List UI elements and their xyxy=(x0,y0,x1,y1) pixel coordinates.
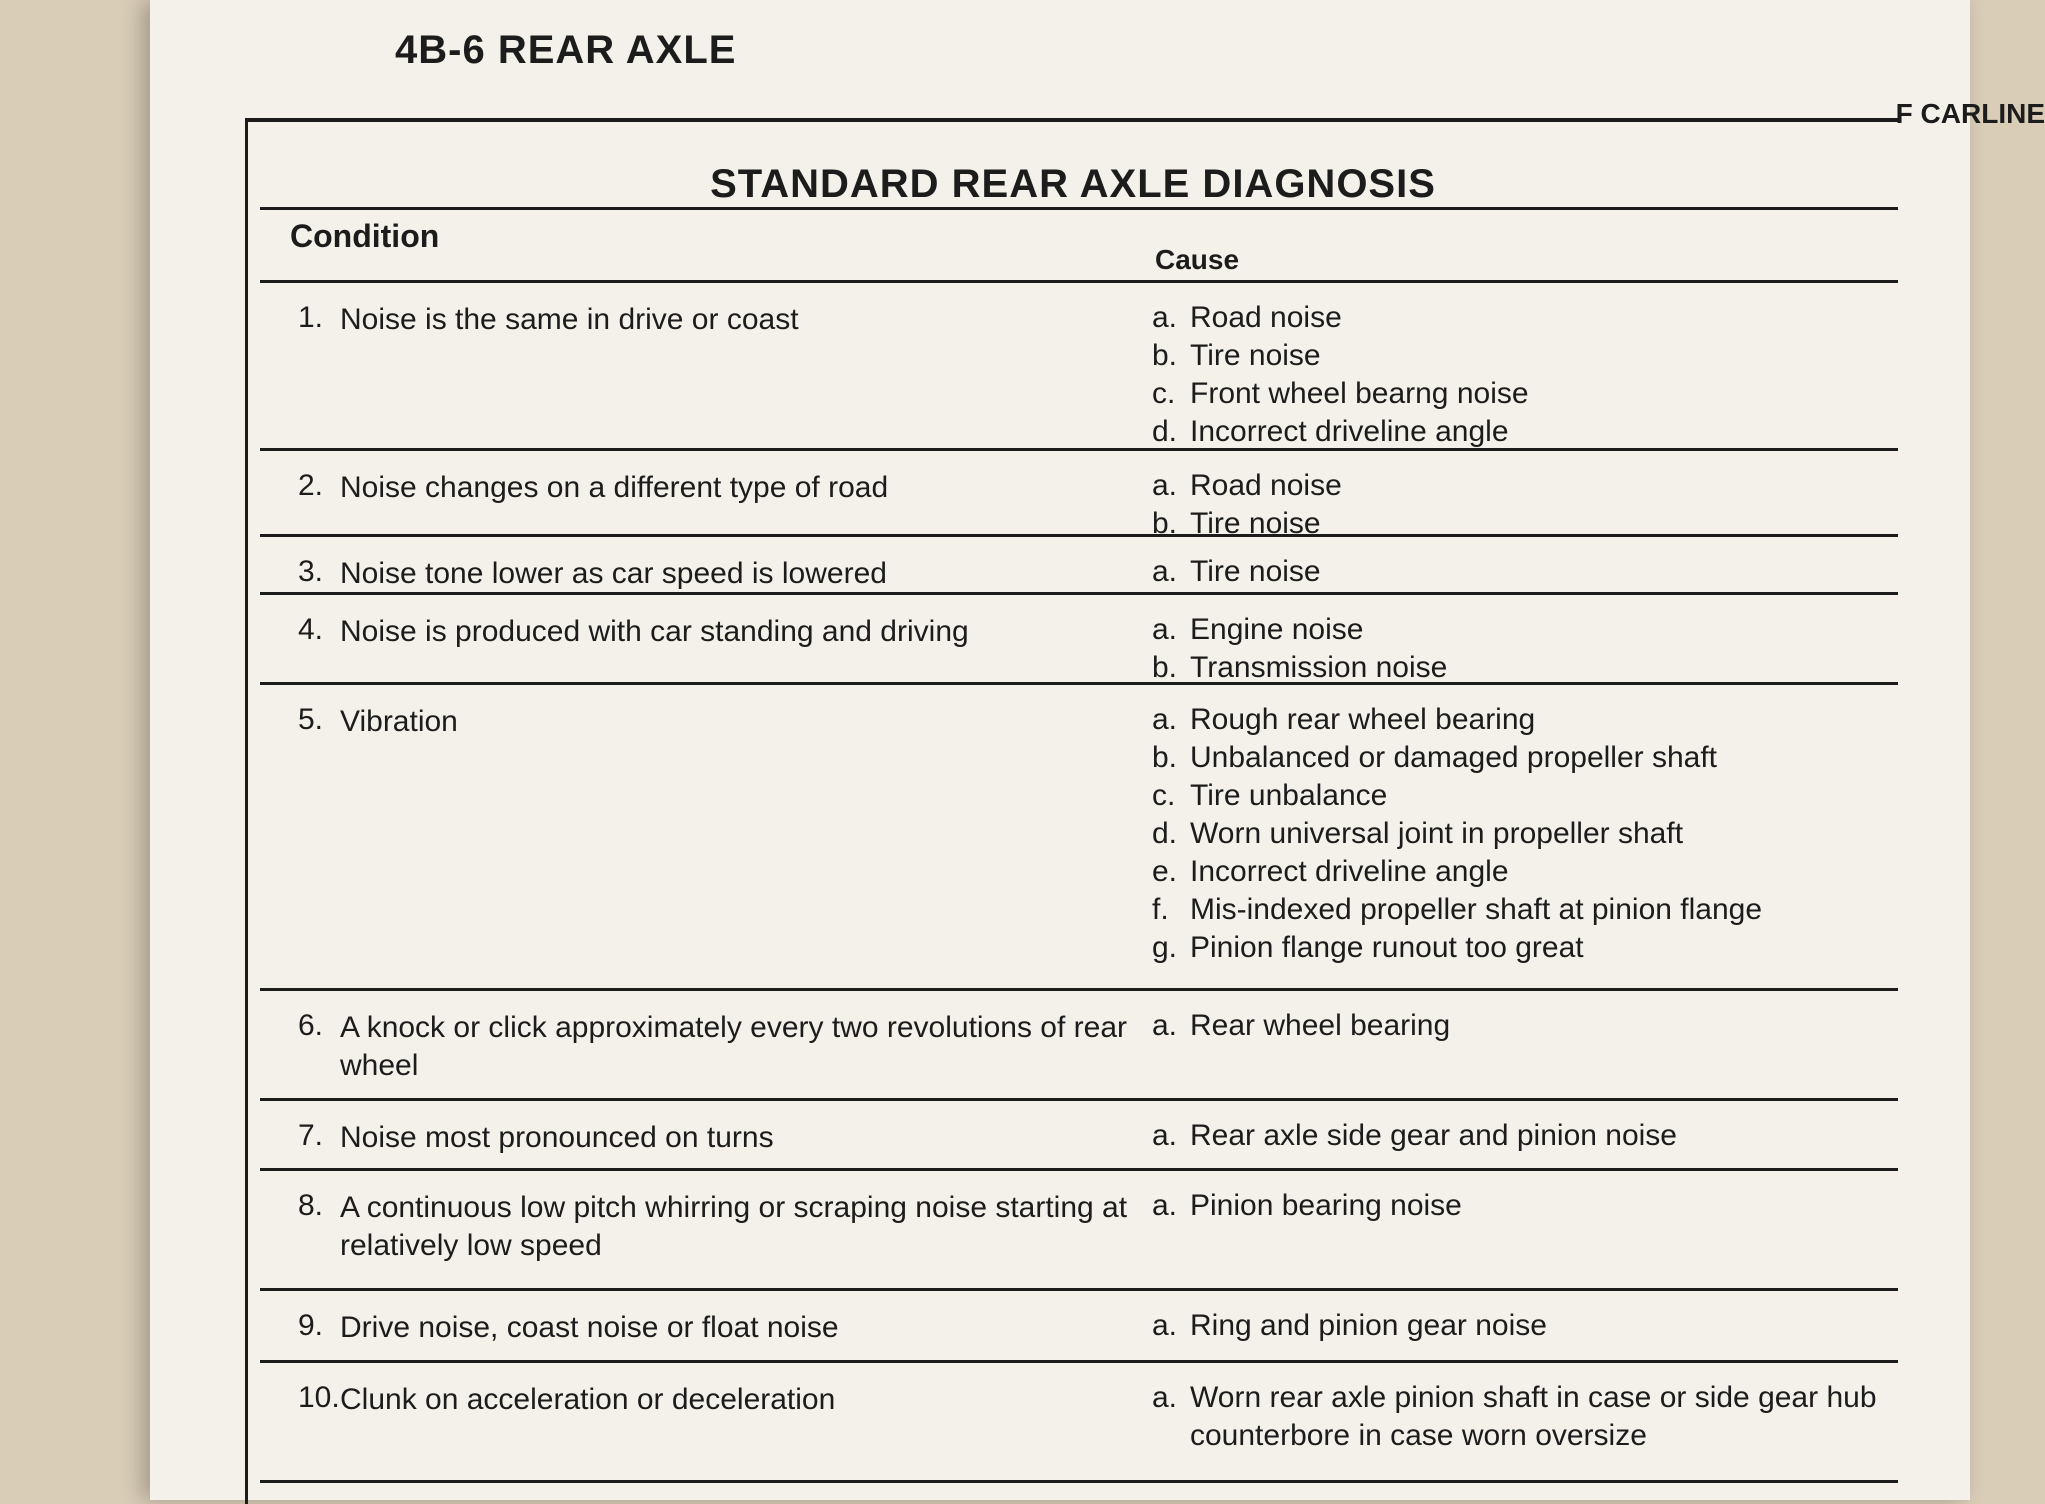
table-row xyxy=(260,537,1898,595)
cause-header: Cause xyxy=(1155,244,1240,275)
cause-letter: d. xyxy=(1152,817,1178,850)
cause-item xyxy=(1152,337,1898,375)
cause-item xyxy=(1152,1117,1898,1155)
cause-text: Pinion bearing noise xyxy=(1190,1189,1462,1222)
condition-number: 5. xyxy=(298,703,324,736)
condition-text: Vibration xyxy=(340,705,458,738)
cause-text: Road noise xyxy=(1190,469,1342,502)
cause-letter: d. xyxy=(1152,415,1178,448)
cause-cell xyxy=(1140,1171,1898,1288)
section-title: 4B-6 REAR AXLE xyxy=(395,28,737,72)
cause-item xyxy=(1152,891,1898,929)
cause-item xyxy=(1152,467,1898,505)
condition-cell xyxy=(260,1363,1140,1480)
condition-text: Noise tone lower as car speed is lowered xyxy=(340,557,887,590)
cause-letter: a. xyxy=(1152,469,1178,502)
cause-item xyxy=(1152,413,1898,451)
condition-number: 1. xyxy=(298,301,324,334)
condition-text: A knock or click approximately every two revolutions of rear wheel xyxy=(340,1011,1127,1082)
cause-text: Incorrect driveline angle xyxy=(1190,415,1509,448)
cause-cell xyxy=(1140,685,1898,988)
cause-text: Tire noise xyxy=(1190,507,1321,540)
condition-text: Drive noise, coast noise or float noise xyxy=(340,1311,839,1344)
condition-number: 4. xyxy=(298,613,324,646)
condition-cell xyxy=(260,1291,1140,1360)
cause-text: Front wheel bearng noise xyxy=(1190,377,1529,410)
cause-letter: e. xyxy=(1152,855,1178,888)
cause-item xyxy=(1152,649,1898,687)
cause-item xyxy=(1152,701,1898,739)
condition-number: 10. xyxy=(298,1381,340,1414)
cause-letter: b. xyxy=(1152,507,1178,540)
cause-text: Tire unbalance xyxy=(1190,779,1388,812)
diagnosis-table xyxy=(245,118,1898,1504)
cause-letter: a. xyxy=(1152,1009,1178,1042)
cause-letter: a. xyxy=(1152,301,1178,334)
cause-text: Rear axle side gear and pinion noise xyxy=(1190,1119,1677,1152)
cause-text: Tire noise xyxy=(1190,555,1321,588)
condition-text: A continuous low pitch whirring or scraping noise starting at relatively low speed xyxy=(340,1191,1128,1262)
condition-cell xyxy=(260,283,1140,448)
cause-cell xyxy=(1140,537,1898,592)
cause-letter: b. xyxy=(1152,339,1178,372)
condition-number: 8. xyxy=(298,1189,324,1222)
cause-item xyxy=(1152,611,1898,649)
table-row xyxy=(260,1363,1898,1483)
cause-letter: a. xyxy=(1152,1119,1178,1152)
cause-letter: b. xyxy=(1152,651,1178,684)
cause-letter: f. xyxy=(1152,893,1169,926)
cause-letter: a. xyxy=(1152,1381,1178,1414)
cause-text: Pinion flange runout too great xyxy=(1190,931,1584,964)
cause-text: Rear wheel bearing xyxy=(1190,1009,1451,1042)
condition-number: 9. xyxy=(298,1309,324,1342)
condition-cell xyxy=(260,1101,1140,1168)
cause-letter: b. xyxy=(1152,741,1178,774)
condition-number: 7. xyxy=(298,1119,324,1152)
cause-item xyxy=(1152,1007,1898,1045)
condition-cell xyxy=(260,451,1140,534)
column-headers xyxy=(260,207,1898,283)
condition-cell xyxy=(260,991,1140,1098)
cause-text: Incorrect driveline angle xyxy=(1190,855,1509,888)
cause-cell xyxy=(1140,451,1898,540)
table-body xyxy=(248,283,1898,1483)
condition-number: 2. xyxy=(298,469,324,502)
cause-letter: g. xyxy=(1152,931,1178,964)
cause-text: Tire noise xyxy=(1190,339,1321,372)
cause-text: Worn rear axle pinion shaft in case or side gear hub counterbore in case worn oversize xyxy=(1190,1381,1877,1452)
table-row xyxy=(260,991,1898,1101)
condition-cell xyxy=(260,595,1140,682)
table-title: STANDARD REAR AXLE DIAGNOSIS xyxy=(710,162,1436,206)
condition-header: Condition xyxy=(290,218,440,254)
condition-cell xyxy=(260,1171,1140,1288)
table-row xyxy=(260,283,1898,451)
cause-item xyxy=(1152,299,1898,337)
cause-text: Transmission noise xyxy=(1190,651,1448,684)
cause-item xyxy=(1152,553,1898,591)
cause-cell xyxy=(1140,991,1898,1098)
cause-cell xyxy=(1140,1101,1898,1168)
cause-item xyxy=(1152,929,1898,967)
condition-text: Noise is the same in drive or coast xyxy=(340,303,799,336)
cause-letter: a. xyxy=(1152,555,1178,588)
table-row xyxy=(260,1101,1898,1171)
cause-item xyxy=(1152,1187,1898,1225)
cause-letter: c. xyxy=(1152,779,1176,812)
cause-text: Ring and pinion gear noise xyxy=(1190,1309,1547,1342)
condition-text: Clunk on acceleration or deceleration xyxy=(340,1383,836,1416)
cause-text: Worn universal joint in propeller shaft xyxy=(1190,817,1684,850)
table-row xyxy=(260,685,1898,991)
condition-cell xyxy=(260,685,1140,988)
condition-text: Noise is produced with car standing and driving xyxy=(340,615,969,648)
condition-number: 3. xyxy=(298,555,324,588)
cause-text: Road noise xyxy=(1190,301,1342,334)
condition-number: 6. xyxy=(298,1009,324,1042)
page-header xyxy=(395,28,2045,129)
cause-letter: c. xyxy=(1152,377,1176,410)
cause-letter: a. xyxy=(1152,1189,1178,1222)
condition-text: Noise most pronounced on turns xyxy=(340,1121,774,1154)
cause-item xyxy=(1152,853,1898,891)
condition-text: Noise changes on a different type of road xyxy=(340,471,889,504)
table-row xyxy=(260,451,1898,540)
condition-cell xyxy=(260,537,1140,592)
cause-letter: a. xyxy=(1152,703,1178,736)
cause-item xyxy=(1152,1379,1898,1455)
cause-text: Rough rear wheel bearing xyxy=(1190,703,1536,736)
cause-item xyxy=(1152,815,1898,853)
table-row xyxy=(260,595,1898,685)
table-row xyxy=(260,1171,1898,1291)
table-row xyxy=(260,1291,1898,1363)
cause-text: Mis-indexed propeller shaft at pinion flange xyxy=(1190,893,1763,926)
cause-item xyxy=(1152,777,1898,815)
cause-text: Engine noise xyxy=(1190,613,1364,646)
cause-cell xyxy=(1140,1291,1898,1360)
cause-letter: a. xyxy=(1152,1309,1178,1342)
cause-item xyxy=(1152,1307,1898,1345)
cause-cell xyxy=(1140,595,1898,682)
cause-letter: a. xyxy=(1152,613,1178,646)
cause-cell xyxy=(1140,283,1898,448)
cause-text: Unbalanced or damaged propeller shaft xyxy=(1190,741,1718,774)
carline-label: F CARLINE xyxy=(1895,98,2045,129)
cause-cell xyxy=(1140,1363,1898,1480)
cause-item xyxy=(1152,739,1898,777)
cause-item xyxy=(1152,375,1898,413)
